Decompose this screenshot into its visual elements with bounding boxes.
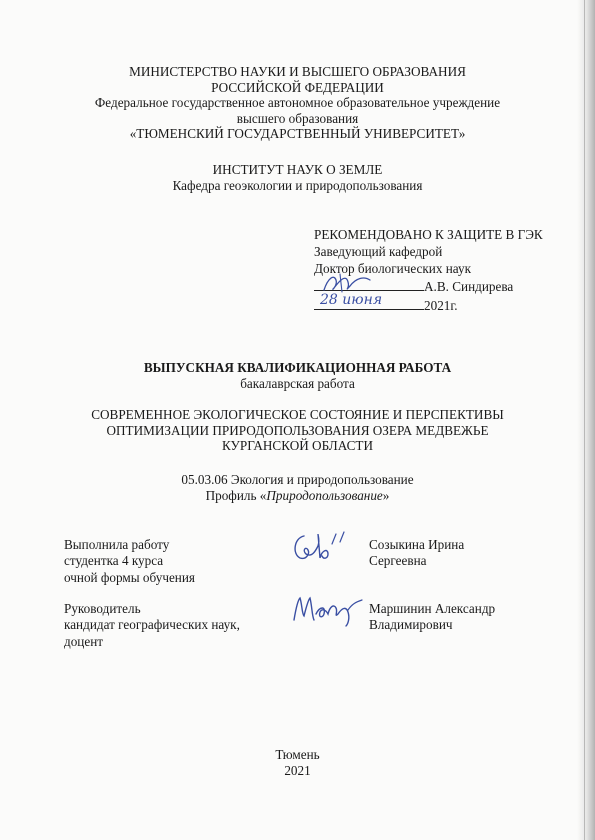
- institution-line-1: Федеральное государственное автономное образовательное учреждение: [94, 95, 501, 111]
- approval-heading: РЕКОМЕНДОВАНО К ЗАЩИТЕ В ГЭК: [314, 227, 543, 242]
- institute-name: ИНСТИТУТ НАУК О ЗЕМЛЕ: [212, 162, 383, 177]
- supervisor-label-2: кандидат географических наук,: [64, 617, 240, 633]
- work-title-line-2: ОПТИМИЗАЦИИ ПРИРОДОПОЛЬЗОВАНИЯ ОЗЕРА МЕДВЕЖЬЕ: [106, 422, 489, 438]
- author-name-2: Сергеевна: [369, 553, 427, 569]
- ministry-header: [0, 64, 595, 142]
- profile-prefix: Профиль «: [205, 487, 267, 503]
- ministry-line-1: МИНИСТЕРСТВО НАУКИ И ВЫСШЕГО ОБРАЗОВАНИЯ: [129, 64, 466, 79]
- approval-date-line: [314, 292, 543, 315]
- approval-degree: Доктор биологических наук: [314, 260, 471, 276]
- approval-year: 2021г.: [424, 298, 458, 314]
- work-title-line-1: СОВРЕМЕННОЕ ЭКОЛОГИЧЕСКОЕ СОСТОЯНИЕ И ПЕРСПЕКТИВЫ: [91, 407, 504, 422]
- handwritten-date: 28 июня: [320, 292, 383, 309]
- work-title-block: [0, 407, 595, 454]
- work-type: ВЫПУСКНАЯ КВАЛИФИКАЦИОННАЯ РАБОТА: [143, 360, 452, 375]
- supervisor-labels: [64, 601, 240, 650]
- supervisor-signature-icon: [290, 590, 368, 630]
- approval-name: А.В. Синдирева: [424, 279, 514, 295]
- footer-year: 2021: [284, 762, 311, 778]
- author-name-block: [369, 537, 464, 570]
- institution-line-2: высшего образования: [236, 110, 359, 126]
- head-signature-icon: [320, 270, 380, 296]
- profile-suffix: »: [382, 487, 390, 503]
- author-labels: [64, 537, 195, 586]
- specialty: 05.03.06 Экология и природопользование: [181, 472, 414, 487]
- work-type-block: [0, 360, 595, 391]
- footer-block: [0, 747, 595, 778]
- institute-block: [0, 162, 595, 193]
- supervisor-label-3: доцент: [64, 633, 104, 649]
- supervisor-name-block: [369, 601, 495, 634]
- supervisor-label-1: Руководитель: [64, 601, 141, 616]
- profile-line: [0, 488, 595, 504]
- author-label-3: очной формы обучения: [64, 569, 195, 585]
- author-name-1: Созыкина Ирина: [369, 537, 465, 552]
- work-title-line-3: КУРГАНСКОЙ ОБЛАСТИ: [222, 438, 373, 454]
- specialty-block: [0, 472, 595, 503]
- department-name: Кафедра геоэкологии и природопользования: [172, 177, 423, 193]
- ministry-line-2: РОССИЙСКОЙ ФЕДЕРАЦИИ: [211, 79, 384, 95]
- approval-role: Заведующий кафедрой: [314, 243, 443, 259]
- profile-name: Природопользование: [266, 487, 383, 503]
- supervisor-name-1: Маршинин Александр: [369, 601, 496, 616]
- university-name: «ТЮМЕНСКИЙ ГОСУДАРСТВЕННЫЙ УНИВЕРСИТЕТ»: [129, 126, 466, 142]
- work-subtype: бакалаврская работа: [240, 375, 355, 391]
- author-label-1: Выполнила работу: [64, 537, 170, 552]
- supervisor-name-2: Владимирович: [369, 617, 453, 633]
- date-underline: [314, 292, 424, 310]
- author-label-2: студентка 4 курса: [64, 553, 164, 569]
- author-signature-icon: [288, 528, 352, 568]
- footer-city: Тюмень: [275, 747, 320, 762]
